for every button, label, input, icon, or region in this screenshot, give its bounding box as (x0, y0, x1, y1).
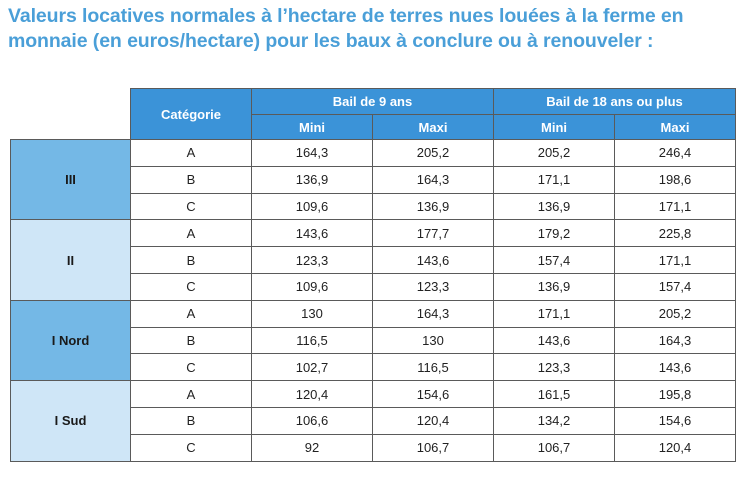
group-label: III (11, 140, 131, 220)
category-cell: A (131, 381, 252, 408)
value-cell: 120,4 (252, 381, 373, 408)
value-cell: 106,6 (252, 407, 373, 434)
value-cell: 116,5 (373, 354, 494, 381)
value-cell: 109,6 (252, 273, 373, 300)
value-cell: 130 (373, 327, 494, 354)
value-cell: 157,4 (494, 247, 615, 274)
category-cell: C (131, 273, 252, 300)
lease-9-years-header: Bail de 9 ans (252, 89, 494, 115)
category-cell: C (131, 434, 252, 461)
value-cell: 130 (252, 300, 373, 327)
rental-values-table (10, 88, 736, 462)
table-row (11, 381, 736, 408)
sub-header-max: Maxi (373, 115, 494, 140)
value-cell: 161,5 (494, 381, 615, 408)
value-cell: 195,8 (615, 381, 736, 408)
value-cell: 136,9 (252, 166, 373, 193)
value-cell: 143,6 (252, 220, 373, 247)
value-cell: 92 (252, 434, 373, 461)
value-cell: 136,9 (494, 193, 615, 220)
value-cell: 205,2 (373, 140, 494, 167)
group-label: II (11, 220, 131, 300)
value-cell: 134,2 (494, 407, 615, 434)
group-label: I Sud (11, 381, 131, 461)
value-cell: 171,1 (615, 193, 736, 220)
table-row (11, 220, 736, 247)
value-cell: 106,7 (373, 434, 494, 461)
category-cell: A (131, 220, 252, 247)
value-cell: 136,9 (373, 193, 494, 220)
value-cell: 205,2 (494, 140, 615, 167)
value-cell: 143,6 (615, 354, 736, 381)
title-line-1: Valeurs locatives normales à l’hectare de terres nues louées à la ferme en (8, 5, 684, 27)
sub-header-min: Mini (494, 115, 615, 140)
category-cell: B (131, 407, 252, 434)
value-cell: 102,7 (252, 354, 373, 381)
title-line-2: monnaie (en euros/hectare) pour les baux à conclure ou à renouveler : (8, 30, 654, 52)
value-cell: 246,4 (615, 140, 736, 167)
value-cell: 123,3 (373, 273, 494, 300)
value-cell: 171,1 (494, 300, 615, 327)
table-row (11, 300, 736, 327)
category-cell: A (131, 300, 252, 327)
category-cell: B (131, 327, 252, 354)
category-cell: B (131, 247, 252, 274)
value-cell: 164,3 (615, 327, 736, 354)
group-label: I Nord (11, 300, 131, 380)
value-cell: 171,1 (615, 247, 736, 274)
value-cell: 106,7 (494, 434, 615, 461)
value-cell: 143,6 (494, 327, 615, 354)
page-title (8, 4, 743, 54)
category-cell: A (131, 140, 252, 167)
value-cell: 109,6 (252, 193, 373, 220)
sub-header-min: Mini (252, 115, 373, 140)
value-cell: 123,3 (252, 247, 373, 274)
value-cell: 120,4 (615, 434, 736, 461)
category-cell: B (131, 166, 252, 193)
value-cell: 143,6 (373, 247, 494, 274)
category-cell: C (131, 193, 252, 220)
value-cell: 123,3 (494, 354, 615, 381)
blank-corner (11, 89, 131, 140)
category-header: Catégorie (131, 89, 252, 140)
table-body (11, 140, 736, 462)
value-cell: 154,6 (615, 407, 736, 434)
value-cell: 164,3 (252, 140, 373, 167)
value-cell: 171,1 (494, 166, 615, 193)
sub-header-max: Maxi (615, 115, 736, 140)
value-cell: 225,8 (615, 220, 736, 247)
value-cell: 136,9 (494, 273, 615, 300)
value-cell: 198,6 (615, 166, 736, 193)
value-cell: 164,3 (373, 300, 494, 327)
table-row (11, 140, 736, 167)
lease-18-years-header: Bail de 18 ans ou plus (494, 89, 736, 115)
category-cell: C (131, 354, 252, 381)
value-cell: 154,6 (373, 381, 494, 408)
value-cell: 177,7 (373, 220, 494, 247)
value-cell: 205,2 (615, 300, 736, 327)
value-cell: 120,4 (373, 407, 494, 434)
value-cell: 157,4 (615, 273, 736, 300)
value-cell: 116,5 (252, 327, 373, 354)
value-cell: 179,2 (494, 220, 615, 247)
value-cell: 164,3 (373, 166, 494, 193)
